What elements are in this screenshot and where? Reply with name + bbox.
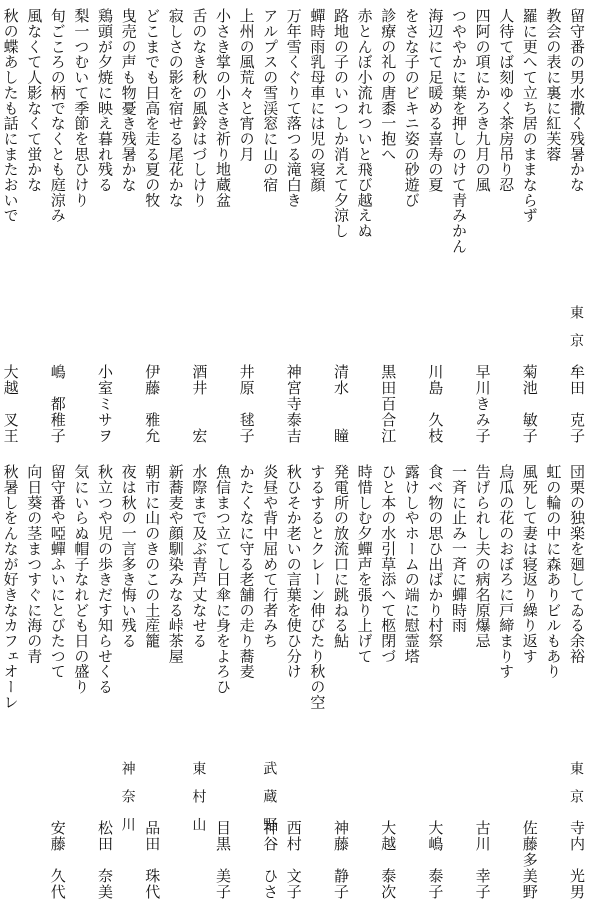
haiku-line: 魚信まつ立てし日傘に身をよろひ	[214, 464, 232, 695]
haiku-line: 曳売の声も物憂き残暑かな	[119, 8, 138, 193]
author-name: 神谷 ひさ	[261, 820, 280, 900]
haiku-line: 舌のなき秋の風鈴はづしけり	[190, 8, 209, 208]
haiku-line: 羅に更へて立ち居のままならず	[520, 8, 539, 223]
haiku-line: 水際まで及ぶ青芦丈なせる	[190, 464, 209, 649]
author-name: 嶋 都稚子	[48, 364, 67, 444]
author-name: 寺内 光男	[568, 820, 586, 900]
haiku-line: 風なくて人影なくて蛍かな	[25, 8, 44, 193]
author-name: 古川 幸子	[473, 820, 492, 900]
haiku-line: 団栗の独楽を廻してゐる余裕	[568, 464, 586, 664]
author-name: 西村 文子	[284, 820, 303, 900]
haiku-line: 炎昼や背中屈めて行者みち	[261, 464, 280, 649]
haiku-line: 食べ物の思ひ出ばかり村祭	[426, 464, 445, 649]
haiku-line: 朝市に山のきのこの土産籠	[143, 464, 162, 649]
haiku-line: 人待てば刻ゆく茶房吊り忍	[497, 8, 516, 193]
haiku-line: 留守番や啞蟬ふいにとびたつて	[48, 464, 67, 679]
author-name: 神藤 静子	[332, 820, 350, 900]
author-name: 大嶋 泰子	[426, 820, 445, 900]
author-name: 小室ミサヲ	[96, 364, 114, 444]
region-label: 神奈川	[119, 761, 136, 845]
region-label: 武蔵野	[261, 761, 278, 845]
lower-poem-block	[0, 456, 600, 913]
haiku-line: どこまでも日高を走る夏の牧	[143, 8, 162, 208]
haiku-line: 路地の子のいつしか消えて夕涼し	[332, 8, 350, 239]
haiku-line: 露けしやホームの端に慰霊塔	[402, 464, 421, 664]
haiku-line: 寂しさの影を宿せる尾花かな	[166, 8, 185, 208]
haiku-line: 秋暑しをんなが好きなカフェオーレ	[1, 464, 20, 710]
author-name: 大越 叉王	[1, 364, 20, 444]
author-name: 川島 久枝	[426, 364, 445, 444]
author-name: 佐藤多美野	[520, 820, 539, 900]
upper-poem-block	[0, 0, 600, 452]
author-name: 黒田百合江	[379, 364, 398, 444]
author-name: 目黒 美子	[214, 820, 232, 900]
haiku-line: 赤とんぼ小流れついと飛び越えぬ	[355, 8, 374, 239]
haiku-line: 梨一つむいて季節を思ひけり	[72, 8, 91, 208]
author-name: 神宮寺泰吉	[284, 364, 303, 444]
haiku-line: 風死して妻は寝返り繰り返す	[520, 464, 539, 664]
author-name: 品田 珠代	[143, 820, 162, 900]
haiku-line: 鶏頭が夕焼に映え暮れ残る	[96, 8, 114, 193]
haiku-line: 万年雪くぐりて落つる滝白き	[284, 8, 303, 208]
haiku-line: 留守番の男水撒く残暑かな	[568, 8, 586, 193]
haiku-line: 向日葵の茎まつすぐに海の青	[25, 464, 44, 664]
author-name: 伊藤 雅允	[143, 364, 162, 444]
haiku-line: 気にいらぬ帽子なれども日の盛り	[72, 464, 91, 695]
author-name: 酒井 宏	[190, 364, 209, 444]
haiku-line: 診療の礼の唐黍一抱へ	[379, 8, 398, 162]
haiku-line: 秋の蝶あしたも話にまたおいで	[1, 8, 20, 223]
haiku-line: するするとクレーン伸びたり秋の空	[308, 464, 327, 710]
author-name: 大越 泰次	[379, 820, 398, 900]
haiku-line: 蟬時雨乳母車には児の寝顔	[308, 8, 327, 193]
haiku-line: 一斉に止み一斉に蟬時雨	[450, 464, 468, 633]
author-name: 菊池 敏子	[520, 364, 539, 444]
haiku-line: 上州の風荒々と宵の月	[237, 8, 256, 162]
haiku-line: 時惜しむ夕蟬声を張り上げて	[355, 464, 374, 664]
haiku-line: かたくなに守る老舗の走り蕎麦	[237, 464, 256, 679]
author-name: 清水 瞳	[332, 364, 350, 444]
haiku-line: 小さき掌の小さき祈り地蔵盆	[214, 8, 232, 208]
haiku-line: 虹の輪の中に森ありビルもあり	[544, 464, 563, 679]
haiku-line: つややかに葉を押しのけて青みかん	[450, 8, 468, 254]
haiku-line: ひと本の水引草添へて柩閉づ	[379, 464, 398, 664]
haiku-line: 夜は秋の一言多き悔い残る	[119, 464, 138, 649]
haiku-line: 秋ひそか老いの言葉を使ひ分け	[284, 464, 303, 679]
region-label: 東京	[568, 761, 584, 817]
haiku-line: 告げられし夫の病名原爆忌	[473, 464, 492, 649]
author-name: 早川きみ子	[473, 364, 492, 444]
haiku-line: 四阿の項にかろき九月の風	[473, 8, 492, 193]
haiku-line: 教会の表に裏に紅芙蓉	[544, 8, 563, 162]
region-label: 東村山	[190, 761, 207, 845]
haiku-line: 新蕎麦や顔馴染みなる峠茶屋	[166, 464, 185, 664]
haiku-line: 秋立つや児の歩きだす知らせくる	[96, 464, 114, 695]
author-name: 牟田 克子	[568, 364, 586, 444]
author-name: 松田 奈美	[96, 820, 114, 900]
haiku-line: アルプスの雪渓窓に山の宿	[261, 8, 280, 193]
region-label: 東京	[568, 305, 584, 361]
haiku-line: 発電所の放流口に跳ねる鮎	[332, 464, 350, 649]
author-name: 井原 毬子	[237, 364, 256, 444]
author-name: 安藤 久代	[48, 820, 67, 900]
haiku-line: をさな子のビキニ姿の砂遊び	[402, 8, 421, 208]
haiku-line: 海辺にて足暖める喜寿の夏	[426, 8, 445, 193]
haiku-line: 烏瓜の花のおぼろに戸締まりす	[497, 464, 516, 679]
haiku-line: 旬ごころの柄でなくとも庭涼み	[48, 8, 67, 223]
